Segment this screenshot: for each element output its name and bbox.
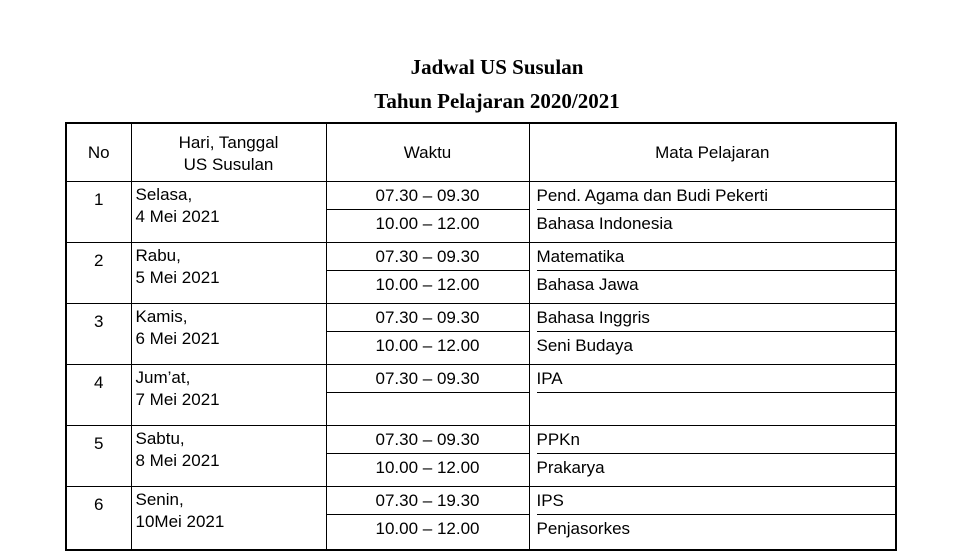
- header-time: Waktu: [326, 123, 529, 182]
- row-times: [326, 243, 529, 304]
- schedule-table: [65, 122, 897, 551]
- row-date: 7 Mei 2021: [135, 390, 220, 409]
- subject-name: [537, 392, 896, 421]
- table-row: [66, 243, 896, 304]
- row-times: [326, 304, 529, 365]
- time-slot: 10.00 – 12.00: [327, 453, 529, 482]
- time-slot: 10.00 – 12.00: [327, 209, 529, 238]
- subject-name: Pend. Agama dan Budi Pekerti: [536, 186, 769, 205]
- subject-name: Bahasa Inggris: [536, 308, 650, 327]
- row-day-name: Jum’at,: [135, 368, 191, 387]
- page-subtitle: Tahun Pelajaran 2020/2021: [374, 89, 620, 113]
- row-number: 1: [66, 182, 131, 243]
- subject-name: Bahasa Jawa: [537, 270, 896, 299]
- row-subjects: [529, 487, 896, 551]
- row-day-name: Sabtu,: [135, 429, 185, 448]
- row-day-name: Kamis,: [135, 307, 188, 326]
- row-day-name: Selasa,: [135, 185, 193, 204]
- header-day: [131, 123, 326, 182]
- time-slot: 10.00 – 12.00: [327, 331, 529, 360]
- row-date: 6 Mei 2021: [135, 329, 220, 348]
- row-day: [131, 426, 326, 487]
- row-subjects: [529, 304, 896, 365]
- time-slot: 07.30 – 09.30: [375, 369, 480, 388]
- subject-name: IPA: [536, 369, 563, 388]
- time-slot: 10.00 – 12.00: [327, 270, 529, 299]
- row-times: [326, 426, 529, 487]
- row-date: 10Mei 2021: [135, 512, 225, 531]
- subject-name: Matematika: [536, 247, 625, 266]
- subject-name: Penjasorkes: [537, 514, 896, 543]
- row-number: 4: [66, 365, 131, 426]
- page-title: Jadwal US Susulan: [410, 55, 584, 79]
- table-row: [66, 487, 896, 551]
- row-times: [326, 365, 529, 426]
- row-day-name: Rabu,: [135, 246, 181, 265]
- row-number: 6: [66, 487, 131, 551]
- header-day-line1: Hari, Tanggal: [178, 132, 279, 152]
- row-date: 5 Mei 2021: [135, 268, 220, 287]
- time-slot: 07.30 – 09.30: [375, 308, 480, 327]
- header-subject: Mata Pelajaran: [529, 123, 896, 182]
- time-slot: [327, 392, 529, 421]
- row-subjects: [529, 426, 896, 487]
- subject-name: Seni Budaya: [537, 331, 896, 360]
- row-number: 5: [66, 426, 131, 487]
- header-no: No: [66, 123, 131, 182]
- row-number: 2: [66, 243, 131, 304]
- time-slot: 10.00 – 12.00: [327, 514, 529, 543]
- table-row: [66, 426, 896, 487]
- row-subjects: [529, 365, 896, 426]
- subject-name: Bahasa Indonesia: [537, 209, 896, 238]
- table-row: [66, 182, 896, 243]
- time-slot: 07.30 – 09.30: [375, 186, 480, 205]
- row-subjects: [529, 243, 896, 304]
- row-day: [131, 304, 326, 365]
- row-number: 3: [66, 304, 131, 365]
- row-times: [326, 487, 529, 551]
- time-slot: 07.30 – 09.30: [375, 247, 480, 266]
- row-times: [326, 182, 529, 243]
- row-date: 8 Mei 2021: [135, 451, 220, 470]
- subject-name: Prakarya: [537, 453, 896, 482]
- row-day: [131, 365, 326, 426]
- table-row: [66, 365, 896, 426]
- row-subjects: [529, 182, 896, 243]
- time-slot: 07.30 – 09.30: [375, 430, 480, 449]
- row-date: 4 Mei 2021: [135, 207, 220, 226]
- table-header-row: [66, 123, 896, 182]
- subject-name: IPS: [536, 491, 564, 510]
- table-row: [66, 304, 896, 365]
- time-slot: 07.30 – 19.30: [375, 491, 480, 510]
- row-day: [131, 487, 326, 551]
- row-day: [131, 182, 326, 243]
- row-day-name: Senin,: [135, 490, 184, 509]
- header-day-line2: US Susulan: [183, 154, 274, 174]
- subject-name: PPKn: [536, 430, 580, 449]
- row-day: [131, 243, 326, 304]
